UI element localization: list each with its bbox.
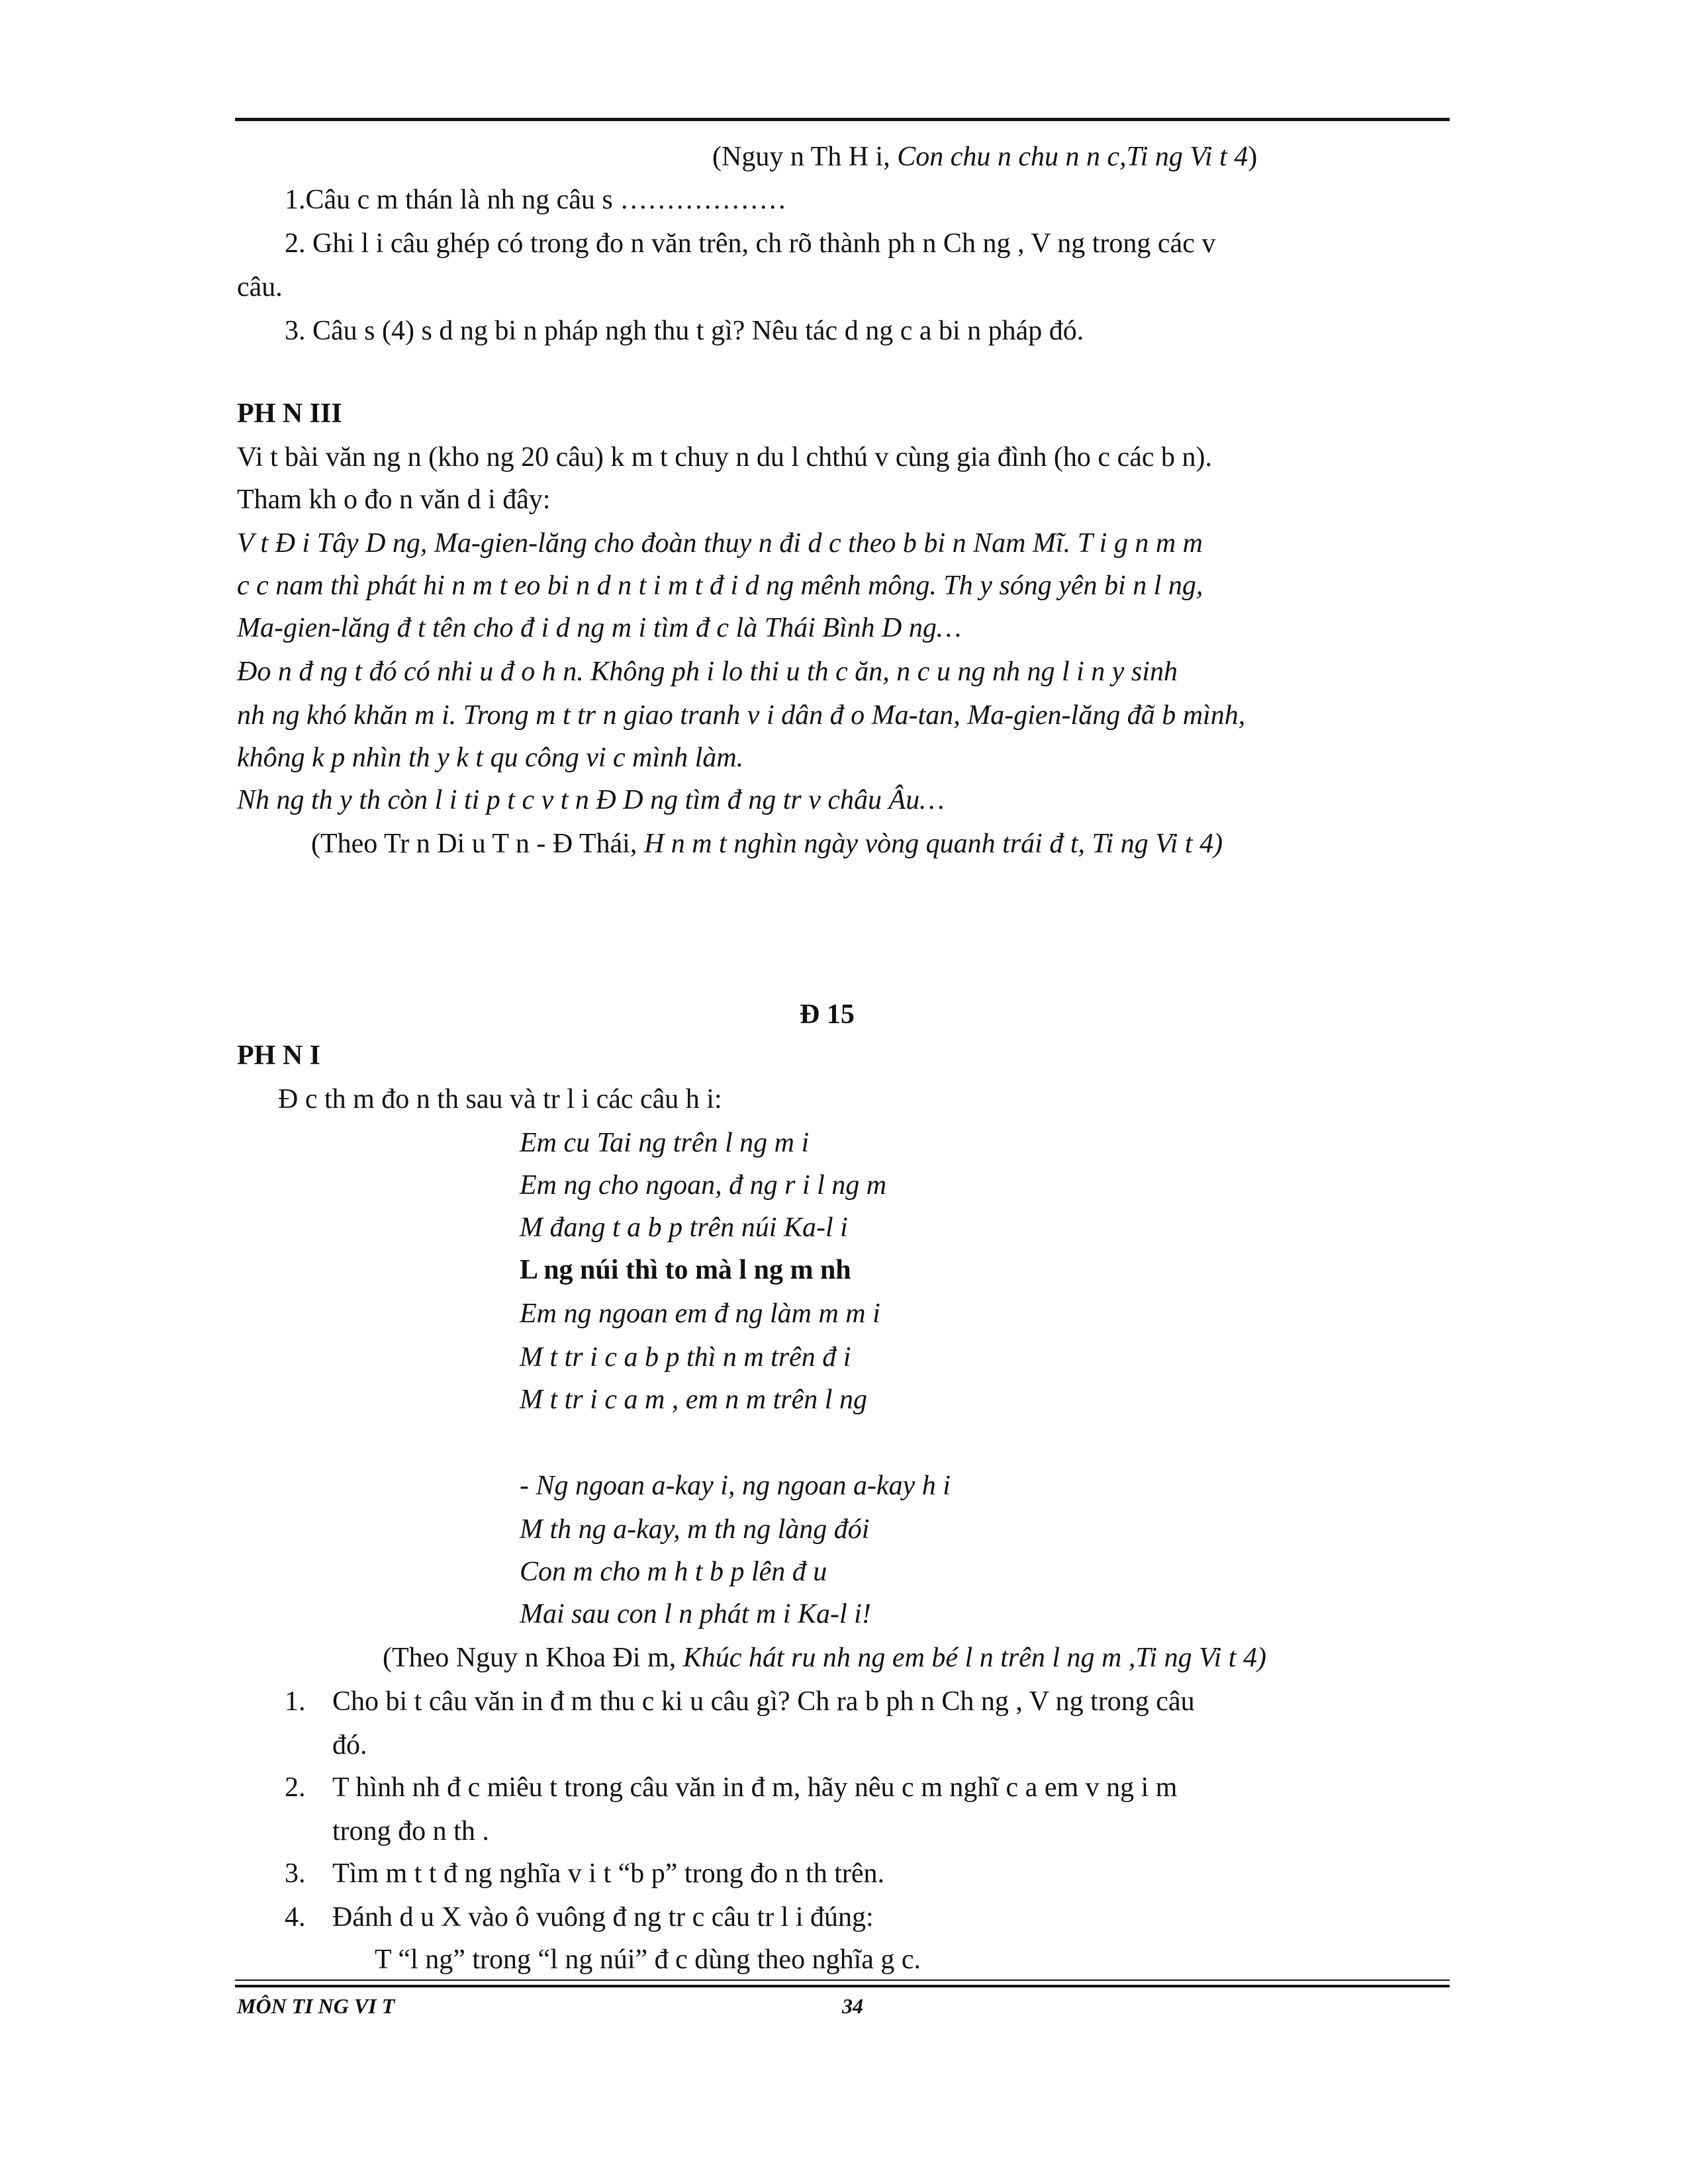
footer-subject: MÔN TI NG VI T (237, 1994, 395, 2018)
question-3: 3. Câu s (4) s d ng bi n pháp ngh thu t gì? Nêu tác d ng c a bi n pháp đó. (285, 316, 1084, 346)
excerpt-line: Đo n đ ng t đó có nhi u đ o h n. Không ph i lo thi u th c ăn, n c u ng nh ng l i n y sinh (237, 657, 1178, 687)
poem-line: Mai sau con l n phát m i Ka-l i! (520, 1599, 871, 1629)
excerpt-line: nh ng khó khăn m i. Trong m t tr n giao tranh v i dân đ o Ma-tan, Ma-gien-lăng đã b mình, (237, 700, 1246, 731)
part1-instruction: Đ c th m đo n th sau và tr l i các câu h i: (278, 1084, 722, 1115)
question-2-continuation: câu. (237, 272, 283, 302)
excerpt-source (311, 827, 1223, 860)
header-citation (712, 140, 1257, 173)
poem-line: Con m cho m h t b p lên đ u (520, 1557, 827, 1587)
question-text: T hình nh đ c miêu t trong câu văn in đ m, hãy nêu c m nghĩ c a em v ng i m (332, 1772, 1178, 1803)
question-text: Cho bi t câu văn in đ m thu c ki u câu gì? Ch ra b ph n Ch ng , V ng trong câu (332, 1686, 1195, 1717)
question-number: 3. (285, 1858, 306, 1889)
question-text: Đánh d u X vào ô vuông đ ng tr c câu tr l i đúng: (332, 1902, 874, 1933)
exam-title: Đ 15 (800, 999, 855, 1030)
question-text-continuation: trong đo n th . (332, 1816, 489, 1846)
footer-rule-thick (235, 1985, 1450, 1987)
q4-option: T “l ng” trong “l ng núi” đ c dùng theo nghĩa g c. (375, 1944, 921, 1975)
source-title: H n m t nghìn ngày vòng quanh trái đ t (643, 829, 1078, 859)
excerpt-line: V t Đ i Tây D ng, Ma-gien-lăng cho đoàn thuy n đi d c theo b bi n Nam Mĩ. T i g n m m (237, 528, 1203, 559)
excerpt-line: không k p nhìn th y k t qu công vi c mình làm. (237, 743, 744, 773)
citation-title: Con chu n chu n n c,Ti ng Vi t 4 (897, 142, 1248, 172)
excerpt-line: c c nam thì phát hi n m t eo bi n d n t i m t đ i d ng mênh mông. Th y sóng yên bi n l ng, (237, 570, 1203, 601)
question-1: 1.Câu c m thán là nh ng câu s ……………… (285, 185, 787, 215)
poem-line: M t tr i c a m , em n m trên l ng (520, 1385, 867, 1415)
poem-line: Em ng ngoan em đ ng làm m m i (520, 1298, 880, 1329)
question-number: 2. (285, 1772, 306, 1803)
part3-reference: Tham kh o đo n văn d i đây: (237, 484, 551, 515)
poem-line: M th ng a-kay, m th ng làng đói (520, 1514, 870, 1545)
question-number: 4. (285, 1902, 306, 1933)
poem-source (383, 1641, 1266, 1674)
question-number: 1. (285, 1686, 306, 1717)
header-rule (235, 118, 1450, 121)
page-number: 34 (842, 1994, 863, 2018)
footer-rule-thin (235, 1979, 1450, 1981)
poem-line: M đang t a b p trên núi Ka-l i (520, 1212, 848, 1243)
question-text: Tìm m t t đ ng nghĩa v i t “b p” trong đo n th trên. (332, 1858, 885, 1889)
citation-prefix: (Nguy n Th H i, (712, 142, 898, 172)
source-prefix: (Theo Nguy n Khoa Đi m, (383, 1643, 683, 1673)
question-text-continuation: đó. (332, 1730, 367, 1760)
part1-title: PH N I (237, 1040, 320, 1071)
excerpt-line: Nh ng th y th còn l i ti p t c v t n Đ D ng tìm đ ng tr v châu Âu… (237, 785, 945, 815)
source-title: Khúc hát ru nh ng em bé l n trên l ng m (682, 1643, 1129, 1673)
citation-suffix: ) (1248, 142, 1258, 172)
poem-line: Em cu Tai ng trên l ng m i (520, 1128, 810, 1158)
part3-task: Vi t bài văn ng n (kho ng 20 câu) k m t chuy n du l chthú v cùng gia đình (ho c các b n). (237, 442, 1212, 473)
question-2: 2. Ghi l i câu ghép có trong đo n văn trên, ch rõ thành ph n Ch ng , V ng trong các v (285, 228, 1216, 259)
source-prefix: (Theo Tr n Di u T n - Đ Thái, (311, 829, 644, 859)
poem-line: M t tr i c a b p thì n m trên đ i (520, 1342, 851, 1373)
poem-line: Em ng cho ngoan, đ ng r i l ng m (520, 1170, 887, 1201)
source-suffix: ,Ti ng Vi t 4) (1128, 1643, 1266, 1673)
part3-title: PH N III (237, 398, 342, 429)
poem-line: - Ng ngoan a-kay i, ng ngoan a-kay h i (520, 1471, 951, 1501)
poem-bold-line: L ng núi thì to mà l ng m nh (520, 1255, 851, 1285)
excerpt-line: Ma-gien-lăng đ t tên cho đ i d ng m i tìm đ c là Thái Bình D ng… (237, 613, 962, 643)
source-suffix: , Ti ng Vi t 4) (1078, 829, 1223, 859)
